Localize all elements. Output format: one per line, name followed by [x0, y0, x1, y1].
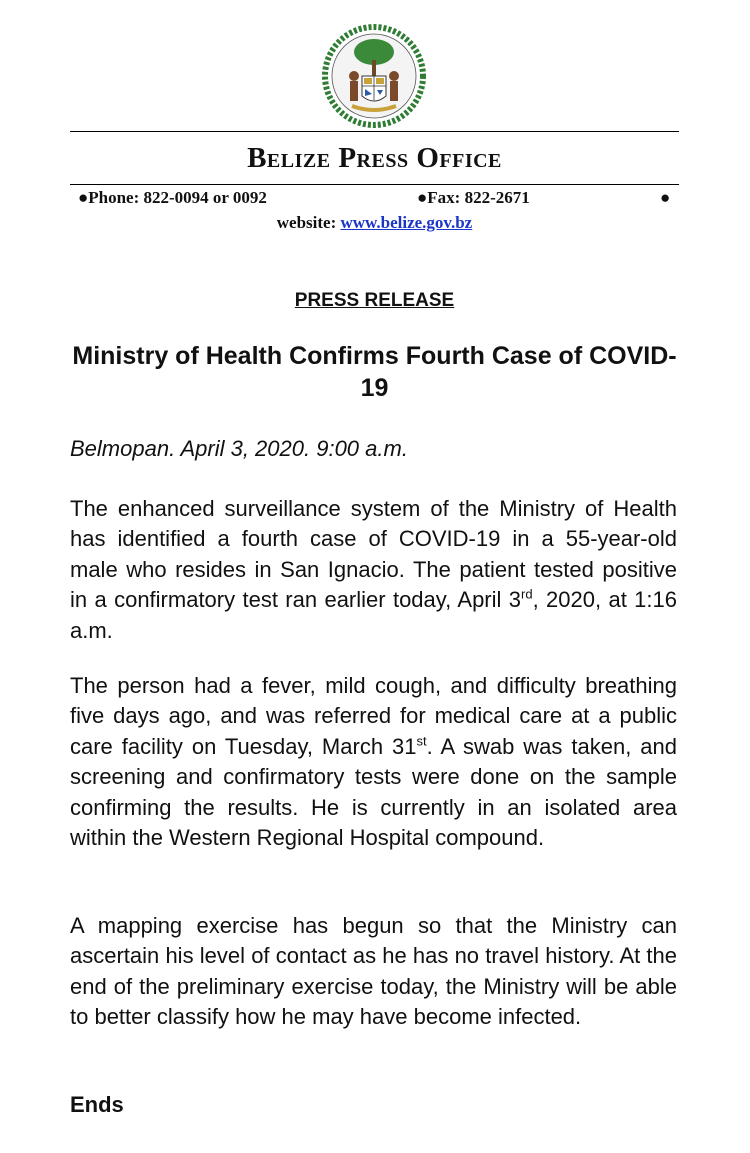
paragraph-1-text-end: , 2020, at 1:16 a.m. [70, 587, 677, 643]
belize-coat-of-arms-icon [322, 24, 426, 128]
header-top-rule [70, 131, 679, 132]
paragraph-1-sup: rd [521, 586, 533, 602]
bullet-text: ● [660, 188, 671, 207]
header-bottom-rule [70, 184, 679, 185]
contact-line [70, 188, 679, 210]
paragraph-1-text: The enhanced surveillance system of the Ministry of Health has identified a fourth case of COVID-19 in a 55-year-old male who resides in San Ignacio. The patient tested positive in a confirmatory test ran earlier today, April 3 [70, 496, 677, 613]
website-link[interactable]: www.belize.gov.bz [340, 213, 473, 232]
paragraph-2 [70, 671, 677, 853]
closing-ends: Ends [70, 1092, 124, 1117]
paragraph-2-text: The person had a fever, mild cough, and difficulty breathing five days ago, and was referred for medical care at a public care facility on Tuesday, March 31 [70, 673, 677, 759]
website-label: website: [276, 213, 341, 232]
paragraph-2-sup: st [416, 733, 427, 749]
dateline: Belmopan. April 3, 2020. 9:00 a.m. [70, 436, 408, 461]
office-name: Belize Press Office [247, 142, 502, 174]
phone-text: ●Phone: 822-0094 or 0092 [78, 188, 267, 207]
paragraph-1 [70, 494, 677, 646]
website-line [70, 213, 679, 233]
fax-text: ●Fax: 822-2671 [417, 188, 530, 207]
press-release-label: PRESS RELEASE [294, 290, 455, 311]
paragraph-2-text-end: . A swab was taken, and screening and confirmatory tests were done on the sample confirming the results. He is currently in an isolated area within the Western Regional Hospital compound. [70, 733, 677, 851]
paragraph-3: A mapping exercise has begun so that the Ministry can ascertain his level of contact as he has no travel history. At the end of the preliminary exercise today, the Ministry will be able to better classify how he may have become infected. [70, 913, 677, 1030]
headline: Ministry of Health Confirms Fourth Case of COVID-19 [72, 342, 677, 402]
